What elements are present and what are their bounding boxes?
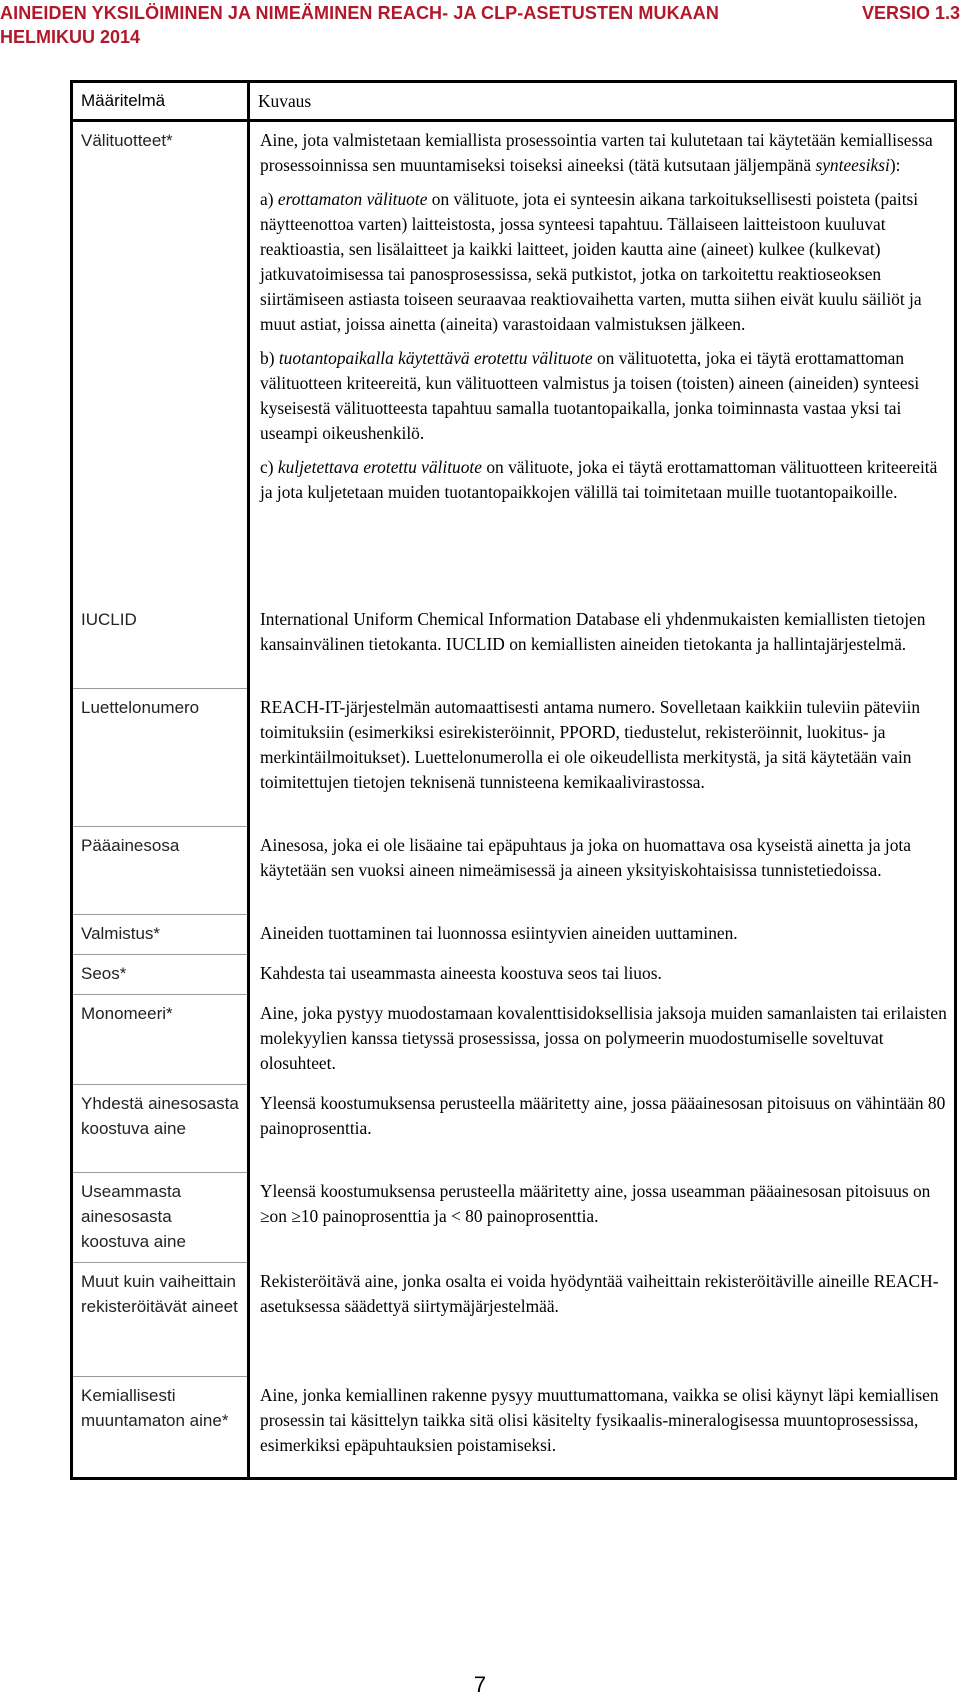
term-cell: IUCLID [72, 601, 249, 689]
table-row [72, 1085, 956, 1173]
description-paragraph-c: c) kuljetettava erotettu välituote on välituote, joka ei täytä erottamattoman välituotteen kriteereitä ja jota kuljetetaan muiden tuotantopaikkojen välillä tai toimitetaan muille tuotantopaikoille. [260, 457, 938, 502]
term-cell: Yhdestä ainesosasta koostuva aine [72, 1085, 249, 1173]
table-row [72, 827, 956, 915]
description-cell: Aine, jonka kemiallinen rakenne pysyy muuttumattomana, vaikka se olisi käynyt läpi kemiallisen prosessin tai käsittelyn taikka sitä olisi käsitelty fysikaalis-mineralogisessa muuntoprosessissa, esimerkiksi epäpuhtauksien poistamiseksi. [249, 1377, 956, 1479]
description-cell: Yleensä koostumuksensa perusteella määritetty aine, jossa useamman pääainesosan pitoisuus on ≥on ≥10 painoprosenttia ja < 80 painoprosenttia. [249, 1173, 956, 1263]
description-cell: Kahdesta tai useammasta aineesta koostuva seos tai liuos. [249, 955, 956, 995]
term-cell: Seos* [72, 955, 249, 995]
term-cell: Välituotteet* [72, 121, 249, 601]
description-cell: International Uniform Chemical Information Database eli yhdenmukaisten kemiallisten tietojen kansainvälinen tietokanta. IUCLID on kemiallisten aineiden tietokanta ja hallintajärjestelmä. [249, 601, 956, 689]
table-row [72, 121, 956, 601]
term-cell: Monomeeri* [72, 995, 249, 1085]
term-cell: Pääainesosa [72, 827, 249, 915]
table-row [72, 915, 956, 955]
description-paragraph-b: b) tuotantopaikalla käytettävä erotettu välituote on välituotetta, joka ei täytä erottamattoman välituotteen kriteereitä, kun välituotteen valmistus ja toisen (toisten) aineen (aineiden) synteesi kyseisestä välituotteesta tapahtuu samalla tuotantopaikalla, jonka toiminnasta vastaa yksi tai useampi oikeushenkilö. [260, 348, 920, 443]
column-header-term: Määritelmä [72, 82, 249, 121]
description-cell: Aineiden tuottaminen tai luonnossa esiintyvien aineiden uuttaminen. [249, 915, 956, 955]
description-cell: Rekisteröitävä aine, jonka osalta ei voida hyödyntää vaiheittain rekisteröitäville aineille REACH-asetuksessa säädettyä siirtymäjärjestelmää. [249, 1263, 956, 1377]
table-row [72, 1377, 956, 1479]
description-paragraph-a: a) erottamaton välituote on välituote, jota ei synteesin aikana tarkoituksellisesti poisteta (paitsi näytteenottoa varten) laitteistosta, jossa synteesi tapahtuu. Tällaiseen laitteistoon kuuluvat reaktioastia, sen lisälaitteet ja kaikki laitteet, joiden kautta aine (aineet) kulkee (kulkevat) jatkuvatoimisessa tai panosprosessissa, sekä putkistot, jotka on tarkoitettu reaktioseoksen siirtämiseen astiasta toiseen seuraavaa reaktiovaihetta varten, mutta siihen eivät kuulu säiliöt ja muut astiat, joissa ainetta (aineita) varastoidaan valmistuksen jälkeen. [260, 189, 922, 334]
term-cell: Useammasta ainesosasta koostuva aine [72, 1173, 249, 1263]
term-cell: Luettelonumero [72, 689, 249, 827]
table-row [72, 1173, 956, 1263]
description-cell: Ainesosa, joka ei ole lisäaine tai epäpuhtaus ja joka on huomattava osa kyseistä ainetta ja jota käytetään sen vuoksi aineen nimeämisessä ja aineen yksityiskohtaisissa tunnistetiedoissa. [249, 827, 956, 915]
header-version: VERSIO 1.3 [861, 3, 960, 23]
table-row [72, 689, 956, 827]
table-row [72, 995, 956, 1085]
term-cell: Kemiallisesti muuntamaton aine* [72, 1377, 249, 1479]
definitions-table [70, 80, 957, 1480]
description-cell: REACH-IT-järjestelmän automaattisesti antama numero. Sovelletaan kaikkiin tuleviin päteviin toimituksiin (esimerkiksi esirekisteröinnit, PPORD, tiedustelut, rekisteröinnit, luokitus- ja merkintäilmoitukset). Luettelonumerolla ei ole oikeudellista merkitystä, ja sitä käytetään vain toimitettujen tietojen teknisenä tunnisteena kemikaalivirastossa. [249, 689, 956, 827]
table-header-row [72, 82, 956, 121]
header-date: HELMIKUU 2014 [0, 27, 141, 47]
page-number: 7 [473, 1672, 487, 1697]
term-cell: Valmistus* [72, 915, 249, 955]
table-row [72, 601, 956, 689]
description-cell [249, 121, 956, 601]
table-row [72, 1263, 956, 1377]
table-row [72, 955, 956, 995]
column-header-description: Kuvaus [249, 82, 956, 121]
description-paragraph: Aine, jota valmistetaan kemiallista prosessointia varten tai kulutetaan tai käytetään kemiallisessa prosessoinnissa sen muuntamiseksi toiseksi aineeksi (tätä kutsutaan jäljempänä synteesiksi): [260, 130, 933, 175]
header-title: AINEIDEN YKSILÖIMINEN JA NIMEÄMINEN REACH- JA CLP-ASETUSTEN MUKAAN [0, 3, 719, 23]
description-cell: Aine, joka pystyy muodostamaan kovalenttisidoksellisia jaksoja muiden samanlaisten tai erilaisten molekyylien kanssa tietyssä prosessissa, jossa on polymeerin muodostumiselle soveltuvat olosuhteet. [249, 995, 956, 1085]
description-cell: Yleensä koostumuksensa perusteella määritetty aine, jossa pääainesosan pitoisuus on vähintään 80 painoprosenttia. [249, 1085, 956, 1173]
term-cell: Muut kuin vaiheittain rekisteröitävät aineet [72, 1263, 249, 1377]
